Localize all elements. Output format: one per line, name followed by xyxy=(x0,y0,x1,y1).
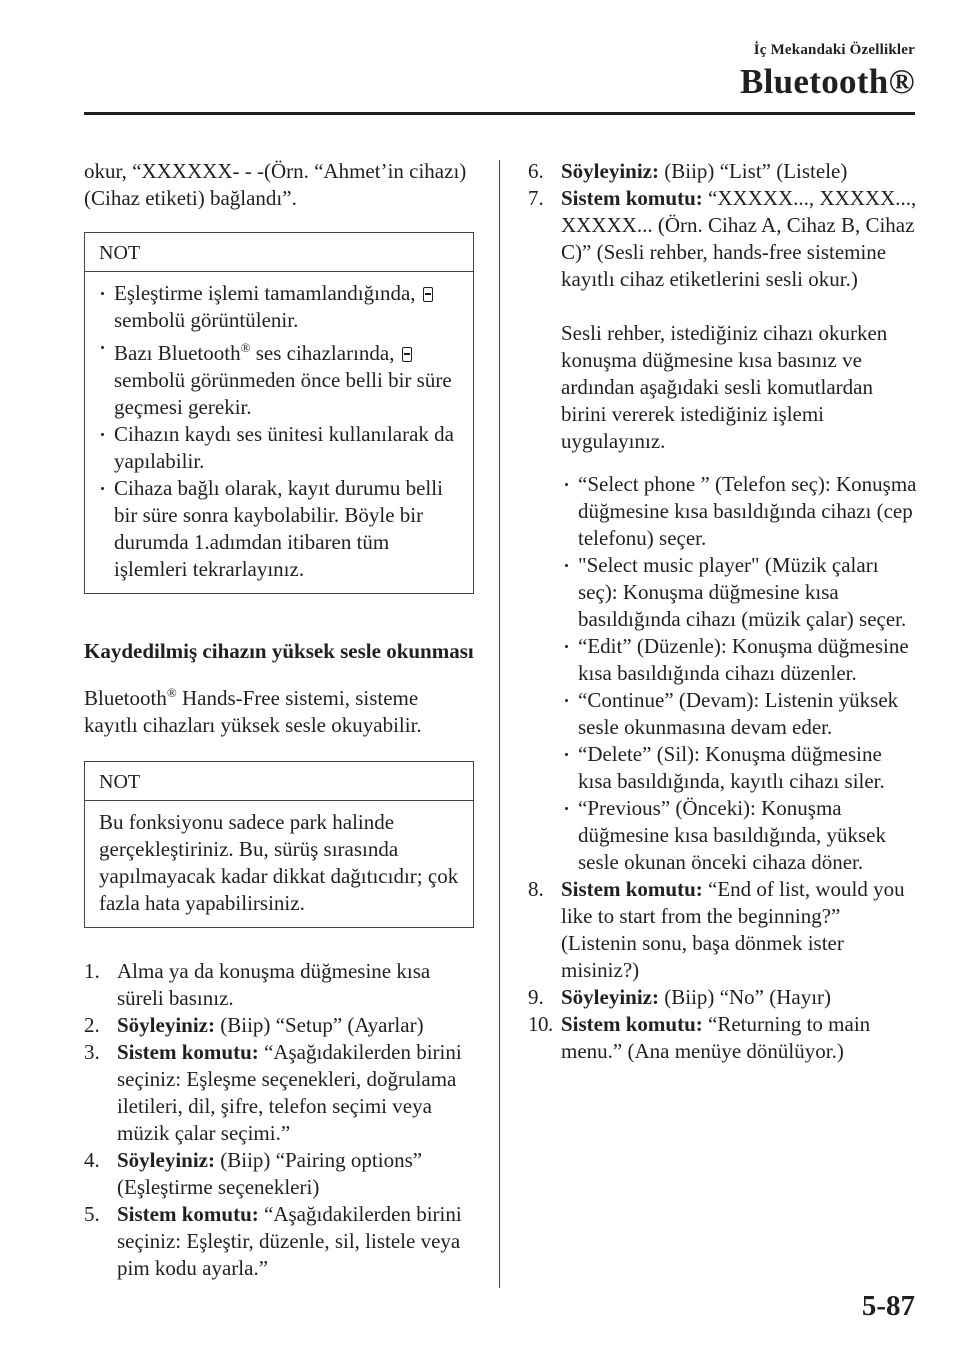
phone-icon xyxy=(402,347,412,362)
note-box xyxy=(84,761,474,928)
bullet-dot xyxy=(563,741,578,795)
bullet-text: Cihazın kaydı ses ünitesi kullanılarak da yapılabilir. xyxy=(114,422,454,473)
step-text: (Biip) “Setup” (Ayarlar) xyxy=(215,1013,424,1037)
step-label: Sistem komutu: xyxy=(561,1012,703,1036)
step-item xyxy=(528,1011,918,1065)
step-label: Sistem komutu: xyxy=(117,1202,259,1226)
para-text: Hands-Free sistemi, sisteme kayıtlı cihazları yüksek sesle okuyabilir. xyxy=(84,686,422,737)
bullet-dot xyxy=(563,795,578,876)
step-item xyxy=(528,876,918,984)
left-column xyxy=(84,158,474,1282)
bullet-text: “Continue” (Devam): Listenin yüksek sesle okunmasına devam eder. xyxy=(578,688,899,739)
note-bullet xyxy=(99,334,459,421)
step-number: 3. xyxy=(84,1040,100,1064)
command-bullet xyxy=(563,741,918,795)
bullet-text: Eşleştirme işlemi tamamlandığında, xyxy=(114,281,416,305)
column-divider xyxy=(499,160,500,1288)
command-bullet xyxy=(563,687,918,741)
note-heading: NOT xyxy=(85,233,473,272)
bullet-text: “Previous” (Önceki): Konuşma düğmesine kısa basıldığında, yüksek sesle okunan önceki cihaza döner. xyxy=(578,796,886,874)
bullet-dot xyxy=(99,475,114,583)
section-header: İç Mekandaki Özellikler xyxy=(753,42,915,58)
bullet-text: sembolü görüntülenir. xyxy=(114,308,299,332)
step-number: 10. xyxy=(528,1012,553,1036)
step-label: Söyleyiniz: xyxy=(561,159,659,183)
step-number: 6. xyxy=(528,159,544,183)
note-bullet xyxy=(99,421,459,475)
bullet-text: “Delete” (Sil): Konuşma düğmesine kısa basıldığında, kayıtlı cihazı siler. xyxy=(578,742,885,793)
command-bullet xyxy=(563,633,918,687)
note-bullet xyxy=(99,475,459,583)
bullet-dot xyxy=(563,633,578,687)
steps-list xyxy=(84,958,474,1282)
intro-paragraph: okur, “XXXXXX- - -(Örn. “Ahmet’in cihazı) (Cihaz etiketi) bağlandı”. xyxy=(84,159,467,210)
step-text: “End of list, would you like to start from the beginning?” (Listenin sonu, başa dönmek ister misiniz?) xyxy=(561,877,905,982)
step-number: 2. xyxy=(84,1013,100,1037)
step-number: 1. xyxy=(84,959,100,983)
page-number: 5-87 xyxy=(861,1290,915,1322)
bullet-text: Bazı Bluetooth xyxy=(114,341,241,365)
step-text: (Biip) “No” (Hayır) xyxy=(659,985,832,1009)
command-bullet xyxy=(563,795,918,876)
bullet-text: Cihaza bağlı olarak, kayıt durumu belli bir süre sonra kaybolabilir. Böyle bir durumda 1.adımdan itibaren tüm işlemleri tekrarlayınız. xyxy=(114,476,443,581)
step-number: 4. xyxy=(84,1148,100,1172)
note-body: Bu fonksiyonu sadece park halinde gerçekleştiriniz. Bu, sürüş sırasında yapılmayacak kadar dikkat dağıtıcıdır; çok fazla hata yapabilirsiniz. xyxy=(99,810,459,915)
bullet-text: sembolü görünmeden önce belli bir süre geçmesi gerekir. xyxy=(114,368,452,419)
step-detail: Sesli rehber, istediğiniz cihazı okurken konuşma düğmesine kısa basınız ve ardından aşağıdaki sesli komutlardan birini vererek istediğiniz işlemi uygulayınız. xyxy=(561,321,888,453)
bullet-text: “Edit” (Düzenle): Konuşma düğmesine kısa basıldığında cihazı düzenler. xyxy=(578,634,909,685)
bullet-dot xyxy=(99,421,114,475)
step-item xyxy=(84,1201,474,1282)
step-label: Sistem komutu: xyxy=(561,186,703,210)
bullet-dot xyxy=(563,471,578,552)
step-item xyxy=(84,958,474,1012)
right-column xyxy=(528,158,918,1065)
section-title: Kaydedilmiş cihazın yüksek sesle okunması xyxy=(84,639,474,663)
step-label: Sistem komutu: xyxy=(561,877,703,901)
bullet-dot xyxy=(99,280,114,334)
step-text: (Biip) “Pairing options” (Eşleştirme seçenekleri) xyxy=(117,1148,423,1199)
step-number: 9. xyxy=(528,985,544,1009)
registered-mark: ® xyxy=(166,685,177,700)
header-rule xyxy=(84,112,915,115)
command-bullet xyxy=(563,552,918,633)
bullet-text: ses cihazlarında, xyxy=(250,341,395,365)
bullet-dot xyxy=(99,334,114,421)
bullet-dot xyxy=(563,687,578,741)
bullet-dot xyxy=(563,552,578,633)
page-title: Bluetooth® xyxy=(740,62,915,101)
bullet-text: "Select music player" (Müzik çaları seç): Konuşma düğmesine kısa basıldığında cihazı (müzik çalar) seçer. xyxy=(578,553,907,631)
step-item xyxy=(528,984,918,1011)
step-item xyxy=(84,1012,474,1039)
note-bullet xyxy=(99,280,459,334)
step-item xyxy=(528,185,918,876)
step-text: (Biip) “List” (Listele) xyxy=(659,159,848,183)
step-item xyxy=(84,1147,474,1201)
command-list xyxy=(563,471,918,876)
step-number: 8. xyxy=(528,877,544,901)
section-paragraph xyxy=(84,679,474,739)
para-text: Bluetooth xyxy=(84,686,167,710)
step-label: Söyleyiniz: xyxy=(117,1013,215,1037)
step-label: Sistem komutu: xyxy=(117,1040,259,1064)
registered-mark: ® xyxy=(240,340,251,355)
step-text: “Aşağıdakilerden birini seçiniz: Eşleşme seçenekleri, doğrulama iletileri, dil, şifre, telefon seçimi veya müzik çalar seçimi.” xyxy=(117,1040,462,1145)
step-label: Söyleyiniz: xyxy=(117,1148,215,1172)
step-text: Alma ya da konuşma düğmesine kısa süreli basınız. xyxy=(117,959,431,1010)
phone-icon xyxy=(423,287,433,302)
step-label: Söyleyiniz: xyxy=(561,985,659,1009)
step-item xyxy=(528,158,918,185)
step-number: 5. xyxy=(84,1202,100,1226)
step-text: “Returning to main menu.” (Ana menüye dönülüyor.) xyxy=(561,1012,871,1063)
note-body xyxy=(85,272,473,593)
note-heading: NOT xyxy=(85,762,473,801)
note-box xyxy=(84,232,474,594)
step-item xyxy=(84,1039,474,1147)
step-text: “Aşağıdakilerden birini seçiniz: Eşleştir, düzenle, sil, listele veya pim kodu ayarla.” xyxy=(117,1202,462,1280)
bullet-text: “Select phone ” (Telefon seç): Konuşma düğmesine kısa basıldığında cihazı (cep telefonu) seçer. xyxy=(578,472,917,550)
step-number: 7. xyxy=(528,186,544,210)
command-bullet xyxy=(563,471,918,552)
step-text: “XXXXX..., XXXXX..., XXXXX... (Örn. Cihaz A, Cihaz B, Cihaz C)” (Sesli rehber, hands-free sistemine kayıtlı cihaz etiketlerini sesli okur.) xyxy=(561,186,917,291)
